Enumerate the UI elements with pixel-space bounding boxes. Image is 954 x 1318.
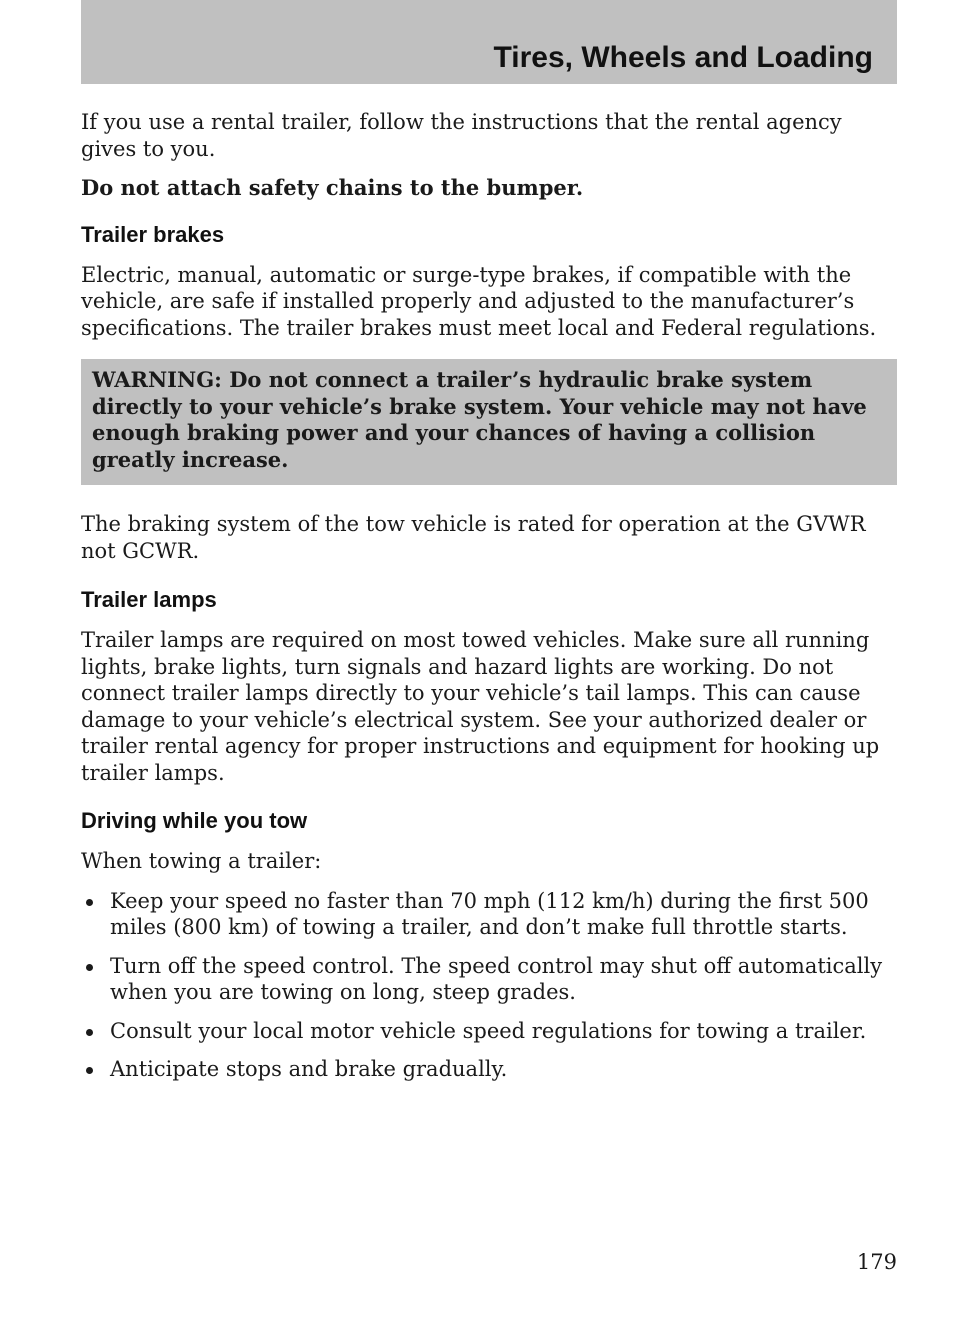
list-item-text: Consult your local motor vehicle speed regulations for towing a trailer.	[110, 1018, 867, 1043]
warning-box	[81, 359, 897, 485]
trailer-lamps-paragraph: Trailer lamps are required on most towed vehicles. Make sure all running lights, brake lights, turn signals and hazard lights are working. Do not connect trailer lamps directly to your vehicle’s tail lamps. This can cause damage to your vehicle’s electrical system. See your authorized dealer or trailer rental agency for proper instructions and equipment for hooking up trailer lamps.	[81, 628, 880, 785]
list-item-text: Turn off the speed control. The speed control may shut off automatically when you are towing on long, steep grades.	[110, 953, 883, 1004]
list-item	[81, 953, 897, 1006]
list-item	[81, 888, 897, 941]
trailer-lamps-heading: Trailer lamps	[81, 587, 217, 612]
trailer-brakes-paragraph: Electric, manual, automatic or surge-type brakes, if compatible with the vehicle, are safe if installed properly and adjusted to the manufacturer’s specifications. The trailer brakes must meet local and Federal regulations.	[81, 262, 877, 340]
braking-system-paragraph: The braking system of the tow vehicle is rated for operation at the GVWR not GCWR.	[81, 512, 866, 563]
driving-lead: When towing a trailer:	[81, 849, 322, 873]
bullet-icon	[86, 1067, 93, 1074]
safety-chain-note: Do not attach safety chains to the bumper.	[81, 175, 584, 200]
driving-heading: Driving while you tow	[81, 808, 308, 833]
towing-tips-list	[81, 888, 897, 1083]
bullet-icon	[86, 964, 93, 971]
bullet-icon	[86, 899, 93, 906]
list-item	[81, 1018, 897, 1045]
list-item-text: Anticipate stops and brake gradually.	[110, 1057, 508, 1081]
intro-paragraph: If you use a rental trailer, follow the instructions that the rental agency gives to you.	[81, 110, 842, 161]
page-title: Tires, Wheels and Loading	[493, 41, 873, 74]
bullet-icon	[86, 1029, 93, 1036]
warning-text: WARNING: Do not connect a trailer’s hydraulic brake system directly to your vehicle’s brake system. Your vehicle may not have enough braking power and your chances of having a collision greatly increase.	[92, 367, 867, 472]
list-item-text: Keep your speed no faster than 70 mph (112 km/h) during the first 500 miles (800 km) of towing a trailer, and don’t make full throttle starts.	[110, 888, 869, 939]
list-item	[81, 1056, 897, 1083]
header-band	[81, 0, 897, 84]
page-number: 179	[856, 1250, 897, 1274]
trailer-brakes-heading: Trailer brakes	[81, 221, 225, 247]
page-content	[81, 109, 897, 1095]
